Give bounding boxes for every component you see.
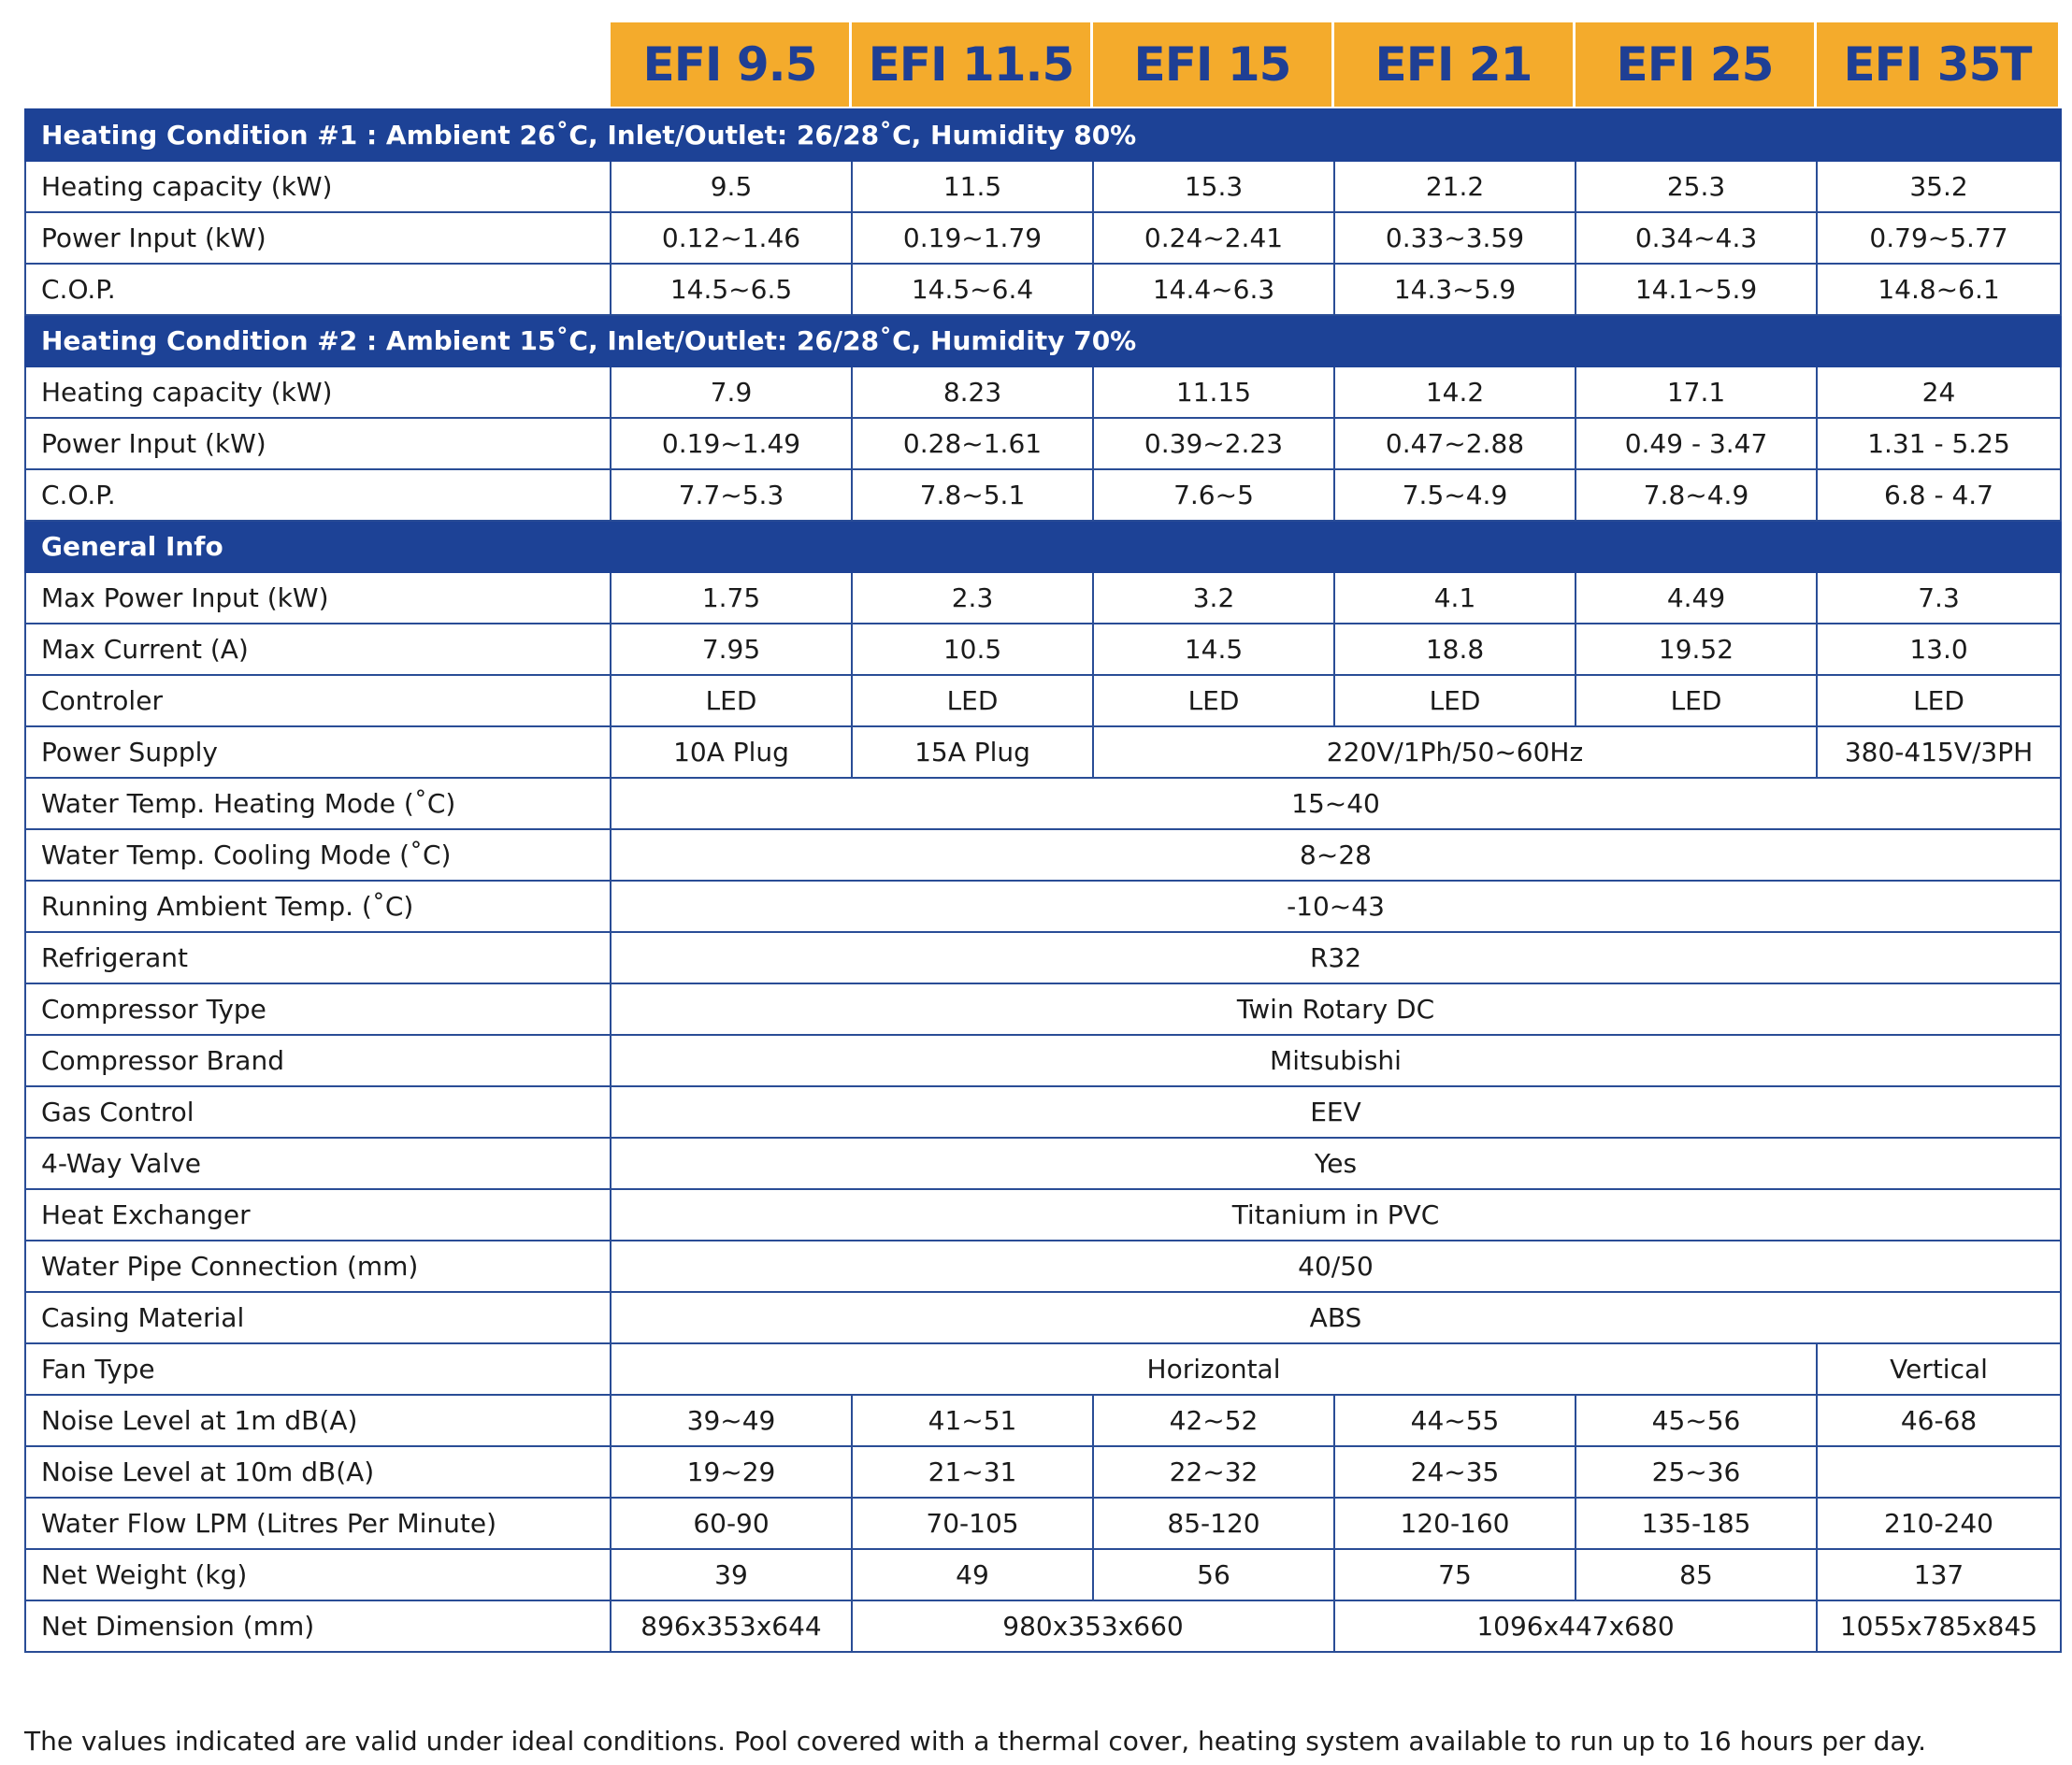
- table-cell: 0.19~1.49: [611, 418, 852, 469]
- table-row: [25, 366, 2061, 418]
- table-cell: 19.52: [1576, 624, 1817, 675]
- table-cell: LED: [1334, 675, 1576, 726]
- row-label: Noise Level at 10m dB(A): [25, 1446, 611, 1498]
- row-label: Heating capacity (kW): [25, 161, 611, 212]
- table-cell: 40/50: [611, 1241, 2061, 1292]
- table-cell: 7.5~4.9: [1334, 469, 1576, 521]
- table-cell: 135-185: [1576, 1498, 1817, 1549]
- table-cell: 70-105: [852, 1498, 1093, 1549]
- table-cell: 9.5: [611, 161, 852, 212]
- row-label: Heating capacity (kW): [25, 366, 611, 418]
- table-cell: 42~52: [1093, 1395, 1334, 1446]
- section-title: Heating Condition #1 : Ambient 26˚C, Inlet/Outlet: 26/28˚C, Humidity 80%: [25, 109, 2061, 161]
- table-row: [25, 212, 2061, 264]
- table-row: [25, 1292, 2061, 1343]
- table-cell: 11.5: [852, 161, 1093, 212]
- table-cell: Yes: [611, 1138, 2061, 1189]
- spec-table: [24, 108, 2062, 1653]
- table-cell: 39~49: [611, 1395, 852, 1446]
- table-cell: 14.1~5.9: [1576, 264, 1817, 315]
- model-header: EFI 15: [1093, 22, 1331, 107]
- table-cell: 85: [1576, 1549, 1817, 1600]
- table-cell: 210-240: [1817, 1498, 2061, 1549]
- row-label: Casing Material: [25, 1292, 611, 1343]
- table-cell: Titanium in PVC: [611, 1189, 2061, 1241]
- row-label: Power Input (kW): [25, 212, 611, 264]
- row-label: Water Temp. Heating Mode (˚C): [25, 778, 611, 829]
- table-cell: 46-68: [1817, 1395, 2061, 1446]
- table-cell: 980x353x660: [852, 1600, 1334, 1652]
- row-label: Compressor Brand: [25, 1035, 611, 1086]
- table-cell: 25~36: [1576, 1446, 1817, 1498]
- model-header: EFI 25: [1576, 22, 1814, 107]
- row-label: Max Power Input (kW): [25, 572, 611, 624]
- table-cell: 21.2: [1334, 161, 1576, 212]
- model-header: EFI 11.5: [852, 22, 1090, 107]
- table-row: [25, 1600, 2061, 1652]
- table-cell: 2.3: [852, 572, 1093, 624]
- section-header-row: [25, 315, 2061, 366]
- table-cell: 1.75: [611, 572, 852, 624]
- table-cell: LED: [1817, 675, 2061, 726]
- model-header-row: [611, 22, 2061, 107]
- table-cell: LED: [1576, 675, 1817, 726]
- table-cell: 22~32: [1093, 1446, 1334, 1498]
- table-cell: 44~55: [1334, 1395, 1576, 1446]
- table-cell: 45~56: [1576, 1395, 1817, 1446]
- row-label: Water Flow LPM (Litres Per Minute): [25, 1498, 611, 1549]
- model-header: EFI 9.5: [611, 22, 849, 107]
- table-row: [25, 1446, 2061, 1498]
- table-cell: 18.8: [1334, 624, 1576, 675]
- table-row: [25, 624, 2061, 675]
- table-cell: 0.19~1.79: [852, 212, 1093, 264]
- footnote: The values indicated are valid under ideal conditions. Pool covered with a thermal cover, heating system available to run up to 16 hours per day.: [24, 1726, 1927, 1757]
- table-row: [25, 778, 2061, 829]
- table-cell: 10A Plug: [611, 726, 852, 778]
- table-cell: 21~31: [852, 1446, 1093, 1498]
- table-cell: 896x353x644: [611, 1600, 852, 1652]
- table-cell: 220V/1Ph/50~60Hz: [1093, 726, 1817, 778]
- table-row: [25, 418, 2061, 469]
- row-label: Heat Exchanger: [25, 1189, 611, 1241]
- table-cell: 0.12~1.46: [611, 212, 852, 264]
- table-cell: 7.8~5.1: [852, 469, 1093, 521]
- table-cell: 1096x447x680: [1334, 1600, 1817, 1652]
- row-label: Compressor Type: [25, 983, 611, 1035]
- table-row: [25, 264, 2061, 315]
- table-cell: 0.33~3.59: [1334, 212, 1576, 264]
- table-cell: Twin Rotary DC: [611, 983, 2061, 1035]
- table-cell: 7.6~5: [1093, 469, 1334, 521]
- table-cell: 13.0: [1817, 624, 2061, 675]
- table-cell: 15A Plug: [852, 726, 1093, 778]
- section-header-row: [25, 521, 2061, 572]
- table-cell: 6.8 - 4.7: [1817, 469, 2061, 521]
- table-cell: 380-415V/3PH: [1817, 726, 2061, 778]
- table-row: [25, 469, 2061, 521]
- table-cell: [1817, 1446, 2061, 1498]
- table-cell: 75: [1334, 1549, 1576, 1600]
- table-row: [25, 1241, 2061, 1292]
- table-cell: EEV: [611, 1086, 2061, 1138]
- table-cell: 15.3: [1093, 161, 1334, 212]
- table-cell: Vertical: [1817, 1343, 2061, 1395]
- row-label: Water Temp. Cooling Mode (˚C): [25, 829, 611, 881]
- table-cell: 14.4~6.3: [1093, 264, 1334, 315]
- table-cell: 120-160: [1334, 1498, 1576, 1549]
- table-cell: 7.3: [1817, 572, 2061, 624]
- table-cell: 0.39~2.23: [1093, 418, 1334, 469]
- row-label: Refrigerant: [25, 932, 611, 983]
- table-cell: 7.7~5.3: [611, 469, 852, 521]
- table-cell: 56: [1093, 1549, 1334, 1600]
- model-header: EFI 35T: [1817, 22, 2058, 107]
- table-cell: 4.49: [1576, 572, 1817, 624]
- row-label: Net Dimension (mm): [25, 1600, 611, 1652]
- table-cell: 17.1: [1576, 366, 1817, 418]
- table-row: [25, 1343, 2061, 1395]
- table-row: [25, 829, 2061, 881]
- table-row: [25, 1138, 2061, 1189]
- table-cell: 14.2: [1334, 366, 1576, 418]
- table-cell: 1055x785x845: [1817, 1600, 2061, 1652]
- table-row: [25, 932, 2061, 983]
- table-cell: 3.2: [1093, 572, 1334, 624]
- table-cell: 14.8~6.1: [1817, 264, 2061, 315]
- table-cell: 0.24~2.41: [1093, 212, 1334, 264]
- table-cell: 1.31 - 5.25: [1817, 418, 2061, 469]
- table-row: [25, 1086, 2061, 1138]
- table-cell: 41~51: [852, 1395, 1093, 1446]
- table-row: [25, 1498, 2061, 1549]
- table-cell: 85-120: [1093, 1498, 1334, 1549]
- table-cell: 0.49 - 3.47: [1576, 418, 1817, 469]
- table-cell: 14.5~6.4: [852, 264, 1093, 315]
- table-cell: 0.47~2.88: [1334, 418, 1576, 469]
- table-cell: 137: [1817, 1549, 2061, 1600]
- table-cell: 39: [611, 1549, 852, 1600]
- row-label: Power Input (kW): [25, 418, 611, 469]
- table-cell: 0.28~1.61: [852, 418, 1093, 469]
- table-row: [25, 983, 2061, 1035]
- table-row: [25, 881, 2061, 932]
- table-cell: 7.8~4.9: [1576, 469, 1817, 521]
- table-row: [25, 572, 2061, 624]
- table-row: [25, 1549, 2061, 1600]
- table-cell: R32: [611, 932, 2061, 983]
- table-cell: 14.5: [1093, 624, 1334, 675]
- table-cell: LED: [1093, 675, 1334, 726]
- table-cell: ABS: [611, 1292, 2061, 1343]
- table-cell: 8~28: [611, 829, 2061, 881]
- table-cell: 0.79~5.77: [1817, 212, 2061, 264]
- table-cell: 60-90: [611, 1498, 852, 1549]
- table-cell: 7.95: [611, 624, 852, 675]
- table-cell: LED: [852, 675, 1093, 726]
- row-label: Power Supply: [25, 726, 611, 778]
- table-cell: 19~29: [611, 1446, 852, 1498]
- table-cell: 11.15: [1093, 366, 1334, 418]
- table-cell: 7.9: [611, 366, 852, 418]
- section-title: Heating Condition #2 : Ambient 15˚C, Inlet/Outlet: 26/28˚C, Humidity 70%: [25, 315, 2061, 366]
- table-cell: 35.2: [1817, 161, 2061, 212]
- row-label: Controler: [25, 675, 611, 726]
- table-cell: -10~43: [611, 881, 2061, 932]
- table-cell: 25.3: [1576, 161, 1817, 212]
- table-row: [25, 675, 2061, 726]
- row-label: 4-Way Valve: [25, 1138, 611, 1189]
- table-row: [25, 726, 2061, 778]
- model-header: EFI 21: [1334, 22, 1573, 107]
- table-cell: 49: [852, 1549, 1093, 1600]
- table-cell: Mitsubishi: [611, 1035, 2061, 1086]
- table-cell: 0.34~4.3: [1576, 212, 1817, 264]
- row-label: Fan Type: [25, 1343, 611, 1395]
- table-cell: 10.5: [852, 624, 1093, 675]
- row-label: Noise Level at 1m dB(A): [25, 1395, 611, 1446]
- section-title: General Info: [25, 521, 2061, 572]
- table-cell: 14.5~6.5: [611, 264, 852, 315]
- table-cell: 24~35: [1334, 1446, 1576, 1498]
- row-label: C.O.P.: [25, 264, 611, 315]
- row-label: Water Pipe Connection (mm): [25, 1241, 611, 1292]
- table-row: [25, 1035, 2061, 1086]
- table-cell: 24: [1817, 366, 2061, 418]
- table-cell: Horizontal: [611, 1343, 1817, 1395]
- table-cell: 14.3~5.9: [1334, 264, 1576, 315]
- table-row: [25, 161, 2061, 212]
- table-row: [25, 1395, 2061, 1446]
- table-row: [25, 1189, 2061, 1241]
- row-label: Running Ambient Temp. (˚C): [25, 881, 611, 932]
- row-label: Net Weight (kg): [25, 1549, 611, 1600]
- row-label: C.O.P.: [25, 469, 611, 521]
- table-cell: 15~40: [611, 778, 2061, 829]
- table-cell: 4.1: [1334, 572, 1576, 624]
- row-label: Max Current (A): [25, 624, 611, 675]
- row-label: Gas Control: [25, 1086, 611, 1138]
- table-cell: 8.23: [852, 366, 1093, 418]
- section-header-row: [25, 109, 2061, 161]
- table-cell: LED: [611, 675, 852, 726]
